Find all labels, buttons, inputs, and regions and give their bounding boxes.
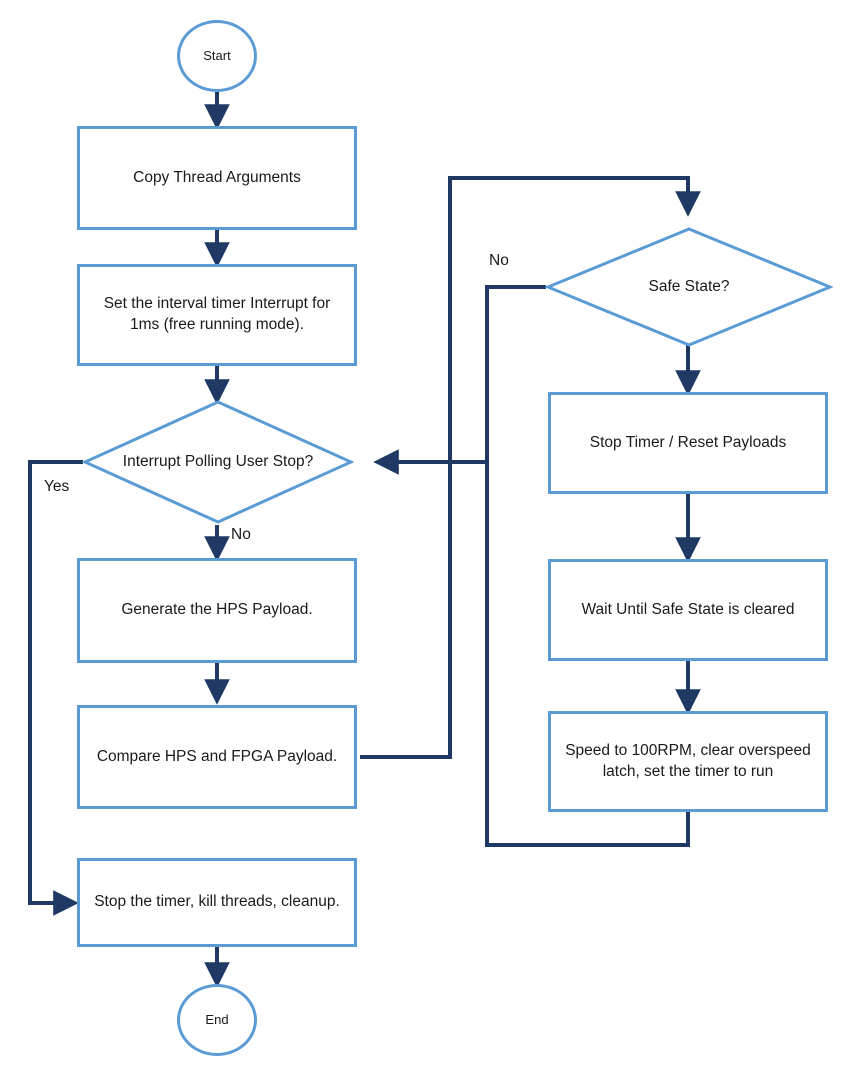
node-safe-state-label: Safe State? — [648, 277, 730, 295]
node-stop-timer-reset-payloads-label: Stop Timer / Reset Payloads — [589, 433, 787, 451]
node-compare-payloads-label: Compare HPS and FPGA Payload. — [96, 747, 338, 765]
node-stop-timer-reset-payloads — [548, 392, 828, 494]
node-generate-hps-payload-label: Generate the HPS Payload. — [121, 601, 313, 619]
node-interrupt-polling-user-stop-label: Interrupt Polling User Stop? — [122, 452, 314, 470]
node-wait-safe-state-cleared — [548, 559, 828, 661]
node-copy-thread-arguments-label: Copy Thread Arguments — [133, 168, 301, 186]
node-interrupt-polling-user-stop — [82, 399, 354, 525]
node-end-label: End — [205, 1012, 229, 1028]
edge-label-no-user-stop: No — [231, 526, 251, 543]
edge-poll-yes-to-cleanup — [30, 462, 83, 903]
node-start-label: Start — [203, 48, 231, 64]
node-generate-hps-payload — [77, 558, 357, 663]
node-safe-state — [545, 226, 833, 348]
edge-label-no-safe-state: No — [489, 252, 509, 269]
node-set-interval-timer-label: Set the interval timer Interrupt for 1ms (free running mode). — [103, 295, 331, 333]
node-speed-100rpm — [548, 711, 828, 812]
node-cleanup — [77, 858, 357, 947]
node-set-interval-timer — [77, 264, 357, 366]
node-copy-thread-arguments — [77, 126, 357, 230]
node-wait-safe-state-cleared-label: Wait Until Safe State is cleared — [581, 600, 795, 618]
edge-label-yes-user-stop: Yes — [44, 478, 70, 495]
node-speed-100rpm-label: Speed to 100RPM, clear overspeed latch, set the timer to run — [565, 741, 811, 780]
node-cleanup-label: Stop the timer, kill threads, cleanup. — [94, 893, 340, 911]
node-end — [177, 984, 257, 1056]
node-compare-payloads — [77, 705, 357, 809]
node-start — [177, 20, 257, 92]
